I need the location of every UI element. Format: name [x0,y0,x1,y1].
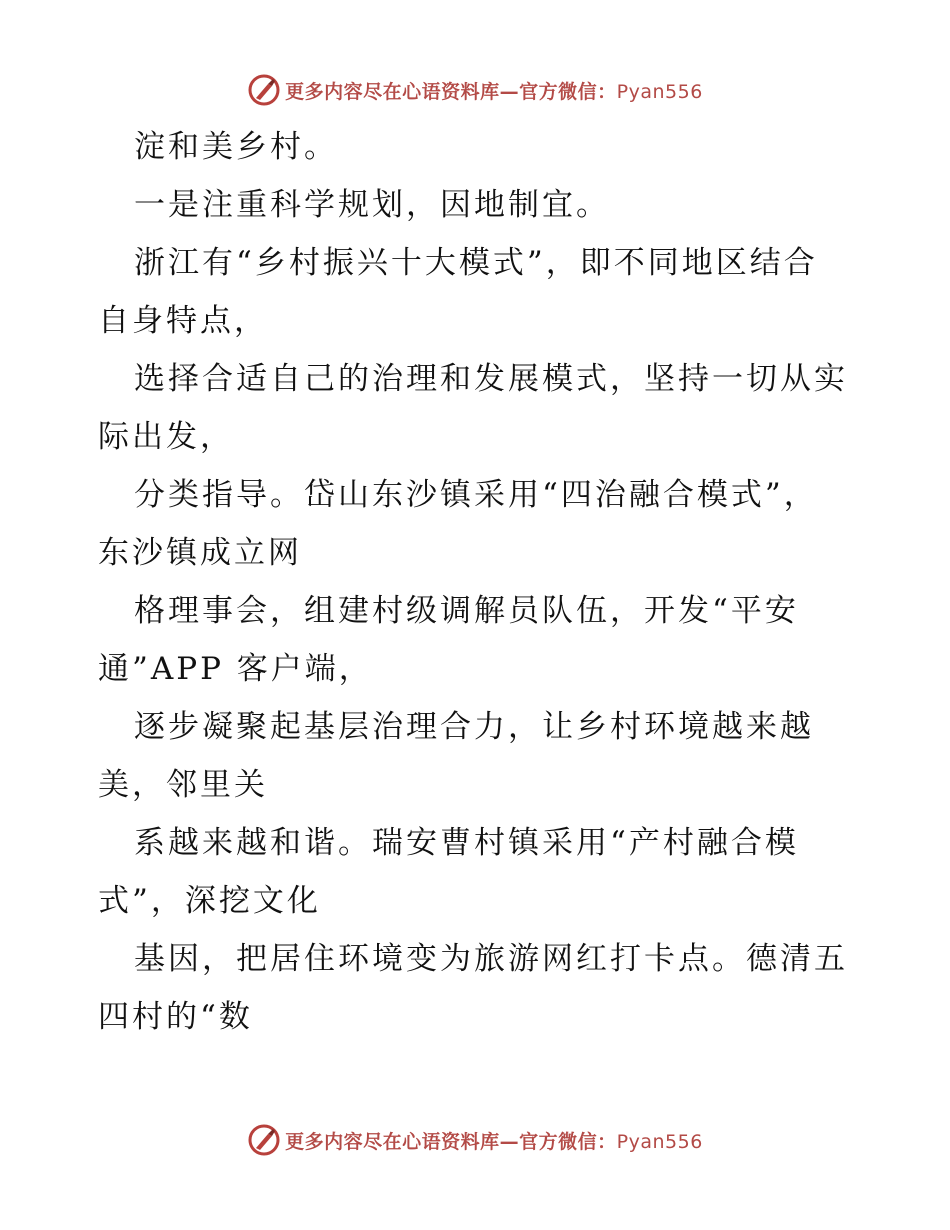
body-line: 式”，深挖文化 [98,883,321,919]
body-line: 东沙镇成立网 [98,535,302,571]
body-line: 一是注重科学规划，因地制宜。 [134,187,610,223]
pen-logo-icon [247,1123,281,1157]
body-line: 基因，把居住环境变为旅游网红打卡点。德清五 [134,941,848,977]
body-line: 格理事会，组建村级调解员队伍，开发“平安 [134,593,799,629]
body-line: 通”APP 客户端， [98,651,373,687]
body-line: 美，邻里关 [98,767,268,803]
body-line: 四村的“数 [98,999,253,1035]
body-line: 系越来越和谐。瑞安曹村镇采用“产村融合模 [134,825,799,861]
body-line: 自身特点， [98,303,268,339]
watermark-text: 更多内容尽在心语资料库—官方微信：Pyan556 [285,80,703,103]
watermark-text: 更多内容尽在心语资料库—官方微信：Pyan556 [285,1130,703,1153]
body-line: 选择合适自己的治理和发展模式，坚持一切从实 [134,361,848,397]
pen-logo-icon [247,73,281,107]
header-watermark [0,70,950,110]
document-body [98,118,858,1046]
body-line: 际出发， [98,419,234,455]
body-line: 浙江有“乡村振兴十大模式”，即不同地区结合 [134,245,818,281]
body-line: 逐步凝聚起基层治理合力，让乡村环境越来越 [134,709,814,745]
footer-watermark [0,1120,950,1160]
body-line: 淀和美乡村。 [134,129,338,165]
body-line: 分类指导。岱山东沙镇采用“四治融合模式”， [134,477,818,513]
